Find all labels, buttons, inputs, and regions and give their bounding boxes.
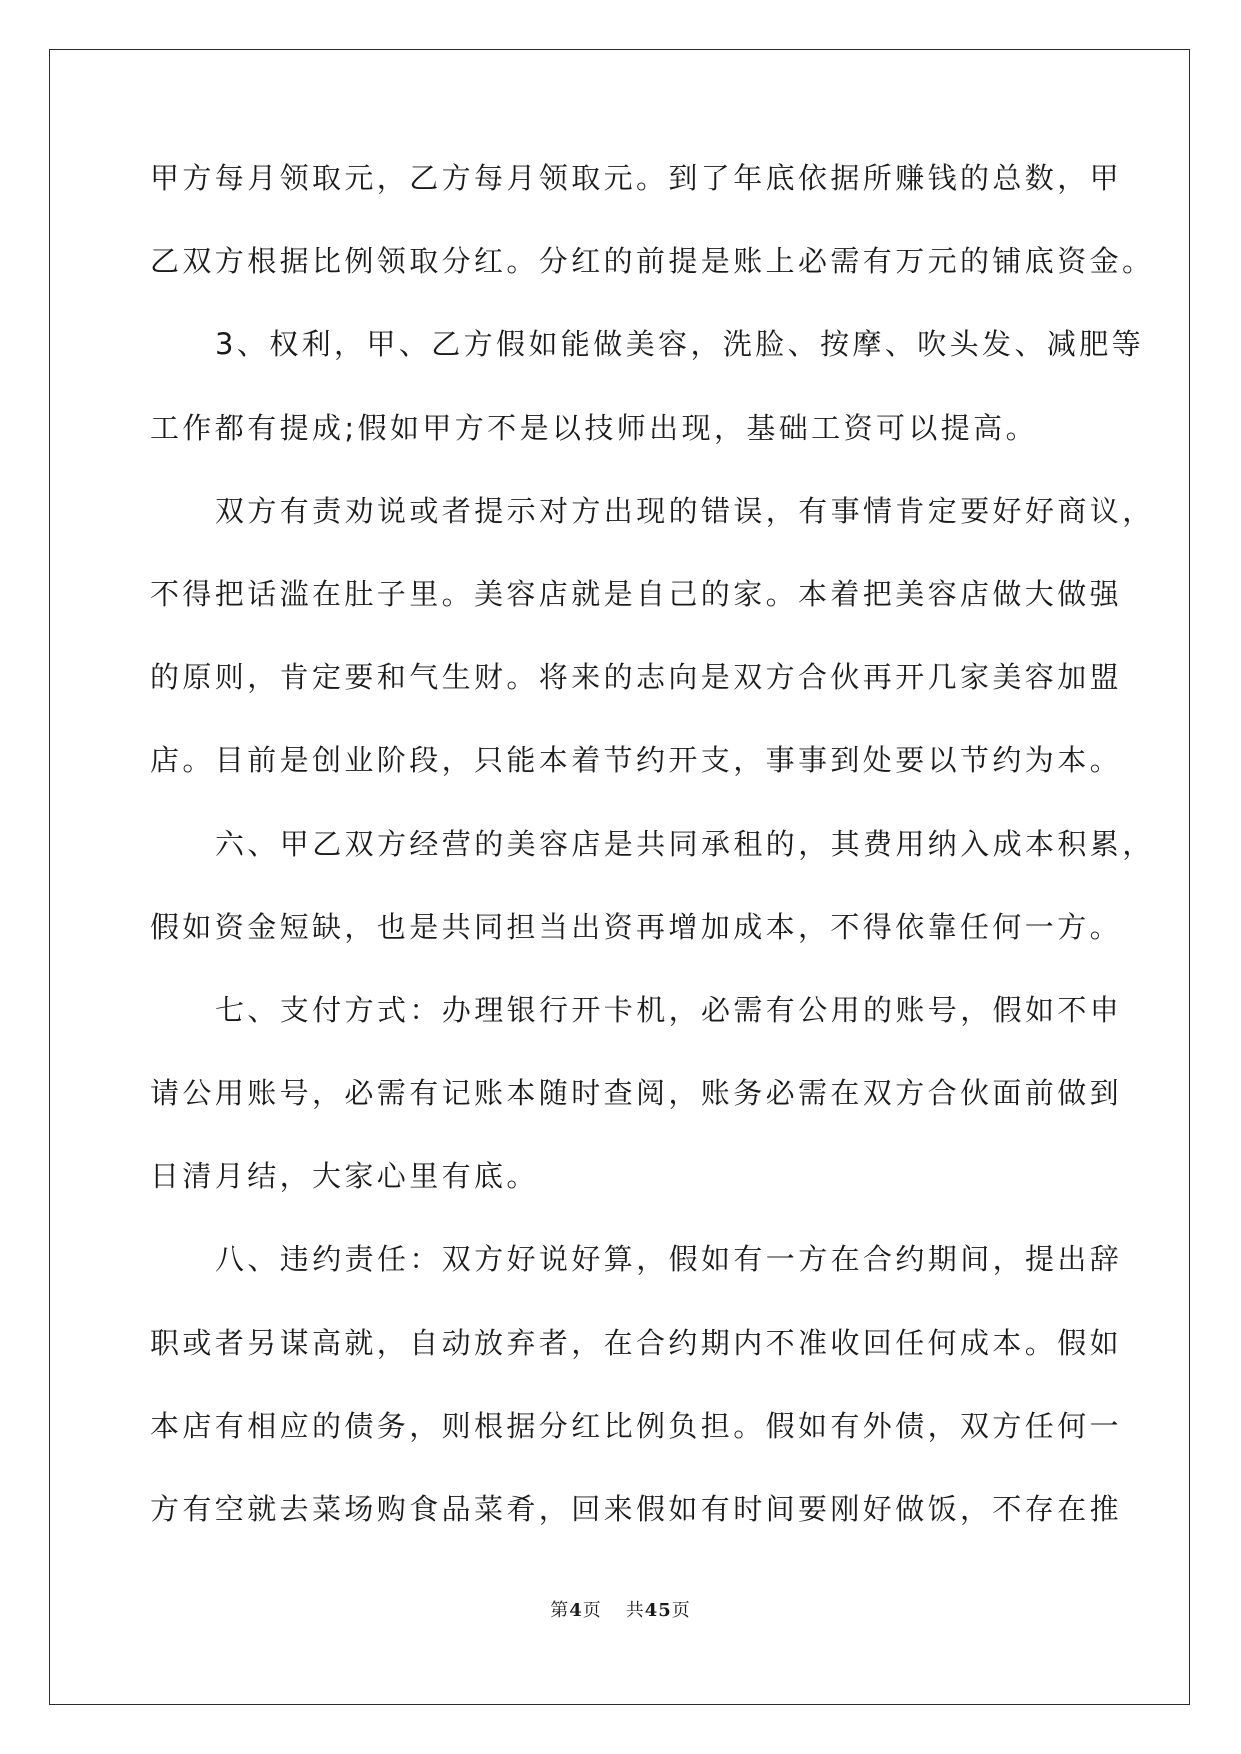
page-prefix: 第 — [550, 1600, 570, 1621]
text-line: 职或者另谋高就，自动放弃者，在合约期内不准收回任何成本。假如 — [150, 1325, 1123, 1360]
text-line: 不得把话滥在肚子里。美容店就是自己的家。本着把美容店做大做强 — [150, 576, 1123, 611]
text-line: 请公用账号，必需有记账本随时查阅，账务必需在双方合伙面前做到 — [150, 1076, 1123, 1111]
total-prefix: 共 — [625, 1600, 645, 1621]
text-line: 方有空就去菜场购食品菜肴，回来假如有时间要刚好做饭，不存在推 — [150, 1492, 1123, 1526]
page-footer — [0, 1596, 1241, 1622]
total-unit: 页 — [671, 1600, 691, 1621]
text-line: 八、违约责任：双方好说好算，假如有一方在合约期间，提出辞 — [215, 1242, 1123, 1277]
text-line: 六、甲乙双方经营的美容店是共同承租的，其费用纳入成本积累， — [215, 826, 1155, 861]
page-unit: 页 — [582, 1600, 602, 1621]
text-line: 本店有相应的债务，则根据分红比例负担。假如有外债，双方任何一 — [150, 1408, 1123, 1443]
text-line: 店。目前是创业阶段，只能本着节约开支，事事到处要以节约为本。 — [150, 743, 1123, 778]
text-line: 的原则，肯定要和气生财。将来的志向是双方合伙再开几家美容加盟 — [150, 660, 1123, 695]
document-body — [150, 158, 1155, 1572]
text-line: 双方有责劝说或者提示对方出现的错误，有事情肯定要好好商议， — [215, 493, 1155, 528]
text-line: 工作都有提成;假如甲方不是以技师出现，基础工资可以提高。 — [150, 410, 1038, 445]
text-line: 甲方每月领取元，乙方每月领取元。到了年底依据所赚钱的总数，甲 — [150, 161, 1123, 195]
current-page-number: 4 — [569, 1600, 583, 1621]
text-line: 乙双方根据比例领取分红。分红的前提是账上必需有万元的铺底资金。 — [150, 244, 1155, 279]
text-line: 日清月结，大家心里有底。 — [150, 1159, 539, 1194]
text-line: 七、支付方式：办理银行开卡机，必需有公用的账号，假如不申 — [215, 992, 1123, 1027]
text-line: 假如资金短缺，也是共同担当出资再增加成本，不得依靠任何一方。 — [150, 909, 1123, 944]
total-pages-number: 45 — [644, 1600, 672, 1621]
text-line: 3、权利，甲、乙方假如能做美容，洗脸、按摩、吹头发、减肥等 — [215, 327, 1145, 362]
